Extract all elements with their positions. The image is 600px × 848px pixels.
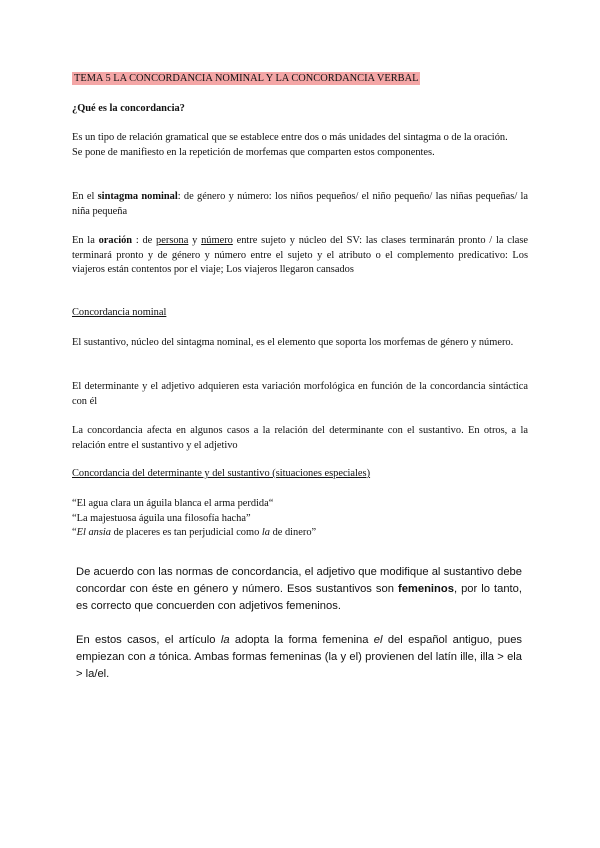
box1-bold: femeninos [397, 583, 454, 595]
or-pre: En la [72, 235, 99, 246]
explanation-box-1 [76, 564, 522, 615]
document-title: TEMA 5 LA CONCORDANCIA NOMINAL Y LA CONCORDANCIA VERBAL [74, 73, 419, 84]
nom-p1-text: El sustantivo, núcleo del sintagma nominal, es el elemento que soporta los morfemas de género y número. [72, 337, 514, 348]
question-heading [72, 102, 528, 117]
sintagma-nominal-paragraph [72, 190, 528, 219]
examples-block [72, 497, 528, 541]
sn-pre: En el [72, 191, 98, 202]
definition-paragraph-2: Se pone de manifiesto en la repetición de morfemas que comparten estos componentes. [72, 146, 435, 158]
oracion-paragraph [72, 234, 528, 278]
question-text: ¿Qué es la concordancia? [72, 103, 185, 114]
ex3-quote: “ [72, 527, 77, 539]
definition-paragraph-1: Es un tipo de relación gramatical que se establece entre dos o más unidades del sintagma o de la oración. [72, 132, 508, 143]
nominal-paragraph-3 [72, 424, 528, 453]
or-persona: persona [156, 235, 189, 246]
box2-italic-a: a [149, 651, 156, 663]
nominal-paragraph-2 [72, 380, 528, 409]
or-bold: oración [98, 235, 133, 246]
example-1: “El agua clara un águila blanca el arma perdida“ [72, 498, 274, 509]
box1-pre: De acuerdo con las normas de concordancia, el adjetivo que modifique al sustantivo debe concordar con éste en género y número. Esos sustantivos son [76, 566, 522, 595]
box2-italic-la: la [220, 634, 230, 646]
sn-bold: sintagma nominal [97, 191, 178, 202]
h-nominal-text: Concordancia nominal [72, 307, 167, 318]
ex3-italic-2: la [261, 527, 270, 539]
ex3-mid: de placeres es tan perjudicial como [110, 527, 262, 539]
concordancia-nominal-heading [72, 306, 528, 321]
box2-post: tónica. Ambas formas femeninas (la y el) provienen del latín ille, illa > ela > la/el. [76, 651, 523, 680]
example-3 [72, 526, 528, 541]
determinante-heading [72, 467, 528, 482]
nom-p3-text: La concordancia afecta en algunos casos a la relación del determinante con el sustantivo. En otros, a la relación entre el sustantivo y el adjetivo [72, 425, 528, 451]
box1-post: , por lo tanto, es correcto que concuerden con adjetivos femeninos. [76, 583, 522, 612]
or-mid2: y [188, 235, 202, 246]
nom-p2-text: El determinante y el adjetivo adquieren esta variación morfológica en función de la concordancia sintáctica con él [72, 381, 528, 407]
sn-post: : de género y número: los niños pequeños/ el niño pequeño/ las niñas pequeñas/ la niña pequeña [72, 191, 528, 217]
ex3-italic-1: El ansia [76, 527, 111, 539]
box2-pre: En estos casos, el artículo [76, 634, 221, 646]
h-det-text: Concordancia del determinante y del sustantivo (situaciones especiales) [72, 468, 371, 479]
ex3-end: de dinero” [269, 527, 317, 539]
box2-italic-el: el [373, 634, 383, 646]
example-2: “La majestuosa águila una filosofía hacha” [72, 512, 251, 524]
or-mid1: : de [132, 235, 157, 246]
or-post: entre sujeto y núcleo del SV: las clases terminarán pronto / la clase terminará pronto y de género y número entre el sujeto y el atributo o el complemento predicativo: Los viajeros están contentos por el viaje; Los viajeros llegaron cansados [72, 235, 528, 276]
definition-block [72, 131, 528, 160]
document-title-block [72, 72, 528, 87]
explanation-box-2 [76, 632, 522, 683]
box2-mid1: adopta la forma femenina [229, 634, 374, 646]
nominal-paragraph-1 [72, 336, 528, 351]
or-numero: número [201, 235, 233, 246]
box2-mid2: del español antiguo, pues empiezan con [76, 634, 523, 663]
